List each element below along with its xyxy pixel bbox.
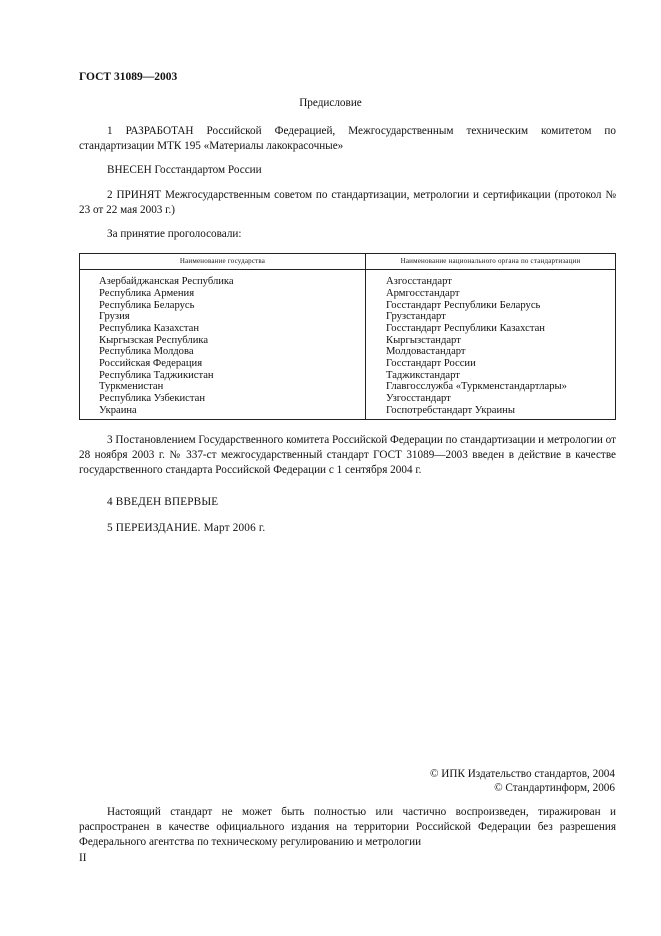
copyright-standartinform: © Стандартинформ, 2006 — [494, 782, 615, 794]
state-name: Азербайджанская Республика — [99, 276, 234, 288]
standards-body-name: Кыргызстандарт — [386, 334, 461, 346]
standards-body-name: Узгосстандарт — [386, 393, 451, 405]
copyright-publisher: © ИПК Издательство стандартов, 2004 — [429, 768, 615, 780]
standards-body-name: Главгосслужба «Туркменстандартлары» — [386, 381, 567, 393]
standards-body-name: Госпотребстандарт Украины — [386, 404, 515, 416]
table-header-body: Наименование национального органа по стандартизации — [366, 254, 616, 270]
state-name: Украина — [99, 404, 137, 416]
standards-body-name: Молдовастандарт — [386, 346, 466, 358]
table-body-row — [80, 270, 616, 419]
state-name: Республика Узбекистан — [99, 393, 206, 405]
page-number: II — [79, 852, 87, 864]
paragraph-voted-intro: За принятие проголосовали: — [107, 228, 242, 240]
standards-body-name: Таджикстандарт — [386, 369, 460, 381]
state-name: Республика Беларусь — [99, 299, 195, 311]
table-header-row — [80, 254, 616, 270]
bodies-column — [366, 270, 616, 419]
state-name: Республика Армения — [99, 287, 195, 299]
states-column — [80, 270, 366, 419]
state-name: Кыргызская Республика — [99, 334, 209, 346]
standards-body-name: Госстандарт Республики Казахстан — [386, 323, 545, 335]
section-title: Предисловие — [299, 97, 362, 109]
paragraph-introduced: ВНЕСЕН Госстандартом России — [107, 164, 262, 176]
voting-table — [79, 253, 616, 420]
reproduction-notice: Настоящий стандарт не может быть полностью или частично воспроизведен, тиражирован и распространен в качестве официального издания на территории Российской Федерации без разрешения Федерального агентства по техническому регулированию и метрологии — [79, 806, 616, 848]
standards-body-name: Госстандарт Республики Беларусь — [386, 299, 541, 311]
paragraph-developed: 1 РАЗРАБОТАН Российской Федерацией, Межгосударственным техническим комитетом по стандартизации МТК 195 «Материалы лакокрасочные» — [79, 125, 616, 152]
paragraph-reissue: 5 ПЕРЕИЗДАНИЕ. Март 2006 г. — [107, 522, 266, 534]
state-name: Грузия — [99, 311, 130, 323]
standards-body-name: Азгосстандарт — [386, 276, 452, 288]
paragraph-enactment: 3 Постановлением Государственного комитета Российской Федерации по стандартизации и метрологии от 28 ноября 2003 г. № 337-ст межгосударственный стандарт ГОСТ 31089—2003 введен в действие в качестве государственного стандарта Российской Федерации с 1 сентября 2004 г. — [79, 434, 616, 476]
document-code: ГОСТ 31089—2003 — [79, 71, 178, 83]
paragraph-first-introduced: 4 ВВЕДЕН ВПЕРВЫЕ — [107, 496, 219, 508]
paragraph-adopted: 2 ПРИНЯТ Межгосударственным советом по стандартизации, метрологии и сертификации (протокол № 23 от 22 мая 2003 г.) — [79, 189, 616, 216]
table-header-state: Наименование государства — [80, 254, 366, 270]
standards-body-name: Госстандарт России — [386, 358, 476, 370]
standards-body-name: Грузстандарт — [386, 311, 446, 323]
state-name: Туркменистан — [99, 381, 164, 393]
standards-body-name: Армгосстандарт — [386, 287, 460, 299]
state-name: Республика Казахстан — [99, 323, 200, 335]
state-name: Республика Таджикистан — [99, 369, 214, 381]
state-name: Республика Молдова — [99, 346, 194, 358]
state-name: Российская Федерация — [99, 358, 203, 370]
